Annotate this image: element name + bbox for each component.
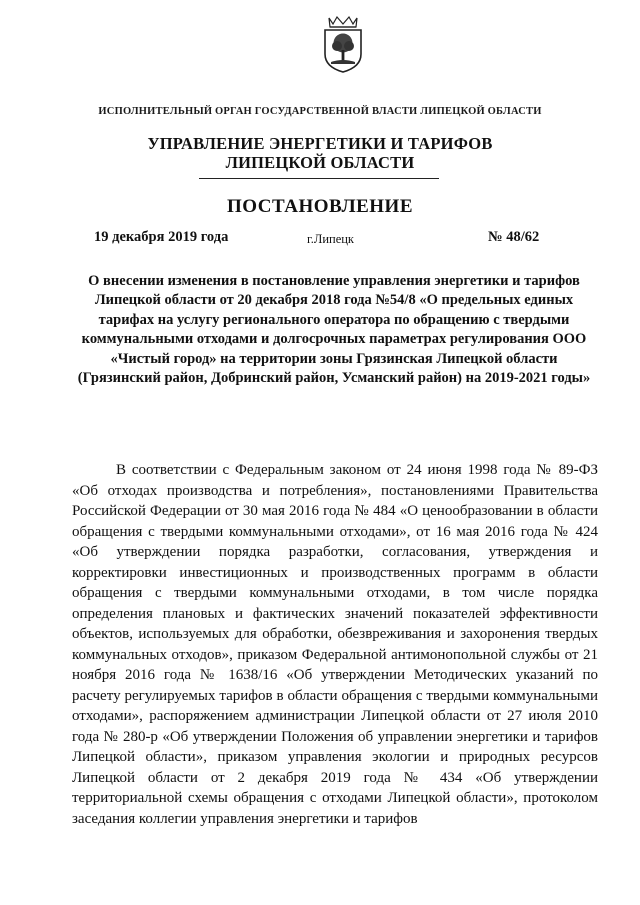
department-name-line2: ЛИПЕЦКОЙ ОБЛАСТИ: [225, 153, 415, 172]
lipetsk-region-coat-of-arms-icon: [319, 14, 367, 74]
authority-name: ИСПОЛНИТЕЛЬНЫЙ ОРГАН ГОСУДАРСТВЕННОЙ ВЛАСТИ ЛИПЕЦКОЙ ОБЛАСТИ: [98, 106, 542, 117]
header-divider: [199, 178, 439, 179]
document-city: г.Липецк: [307, 232, 355, 246]
department-name: [0, 134, 640, 172]
document-type-title: ПОСТАНОВЛЕНИЕ: [226, 196, 414, 217]
department-name-line1: УПРАВЛЕНИЕ ЭНЕРГЕТИКИ И ТАРИФОВ: [147, 134, 493, 153]
document-number: № 48/62: [488, 229, 540, 245]
document-subject: О внесении изменения в постановление управления энергетики и тарифов Липецкой области от 20 декабря 2018 года №54/8 «О предельных единых тарифах на услугу регионального оператора по обращению с твердыми коммунальными отходами и долгосрочных параметрах регулирования ООО «Чистый город» на территории зоны Грязинская Липецкой области (Грязинский район, Добринский район, Усманский район) на 2019-2021 годы»: [77, 273, 591, 387]
body-paragraph: В соответствии с Федеральным законом от 24 июня 1998 года № 89-ФЗ «Об отходах производства и потребления», постановлениями Правительства Российской Федерации от 30 мая 2016 года № 484 «О ценообразовании в области обращения с твердыми коммунальными отходами», от 16 мая 2016 года № 424 «Об утверждении порядка разработки, согласования, утверждения и корректировки инвестиционных и производственных программ в области обращения с твердыми коммунальными отходами, в том числе порядка определения плановых и фактических значений показателей эффективности объектов, используемых для обработки, обезвреживания и захоронения твердых коммунальных отходов», приказом Федеральной антимонопольной службы от 21 ноября 2016 года № 1638/16 «Об утверждении Методических указаний по расчету регулируемых тарифов в области обращения с твердыми коммунальными отходами», распоряжением администрации Липецкой области от 27 июля 2010 года № 280-р «Об утверждении Положения об управлении энергетики и тарифов Липецкой области», приказом управления экологии и природных ресурсов Липецкой области от 2 декабря 2019 года № 434 «Об утверждении территориальной схемы обращения с отходами Липецкой области», протоколом заседания коллегии управления энергетики и тарифов: [72, 462, 598, 827]
document-date: 19 декабря 2019 года: [94, 229, 229, 245]
